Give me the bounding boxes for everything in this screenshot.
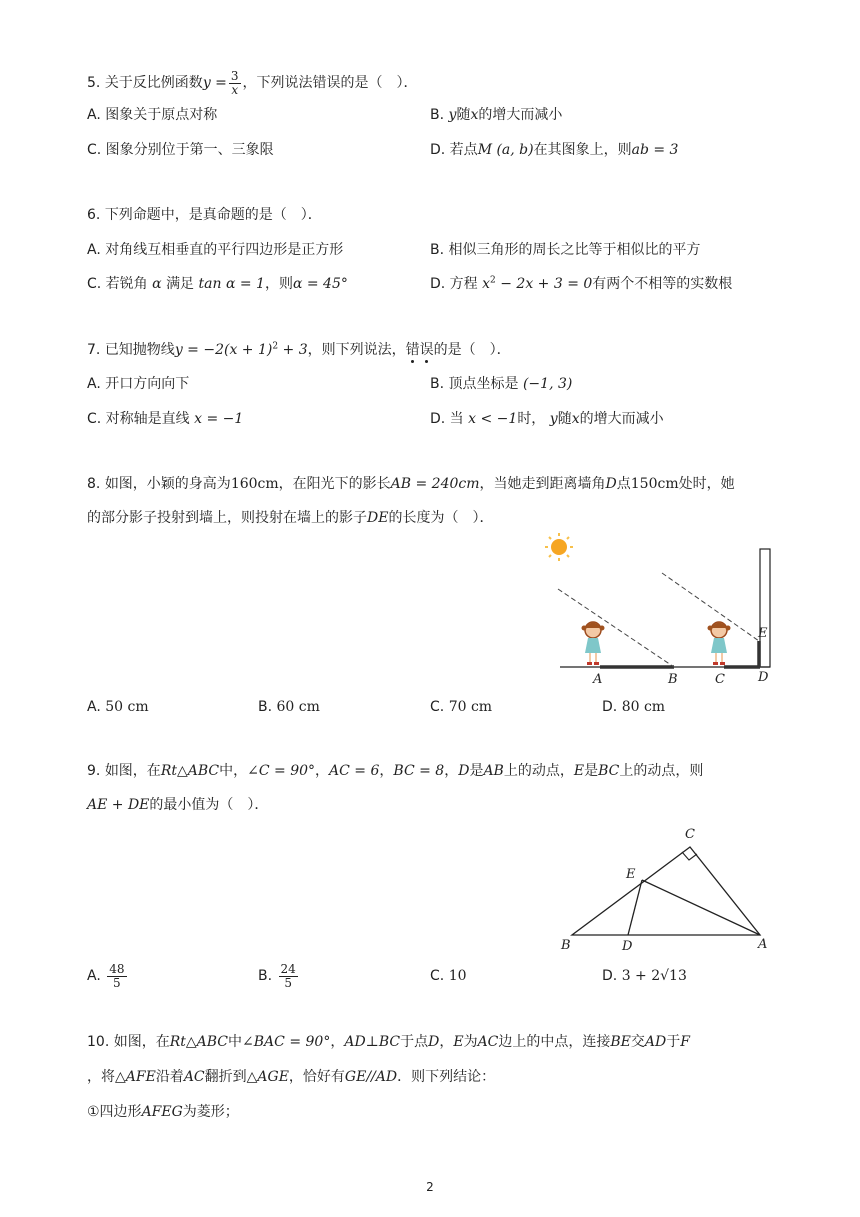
q7-opt-d-end: 的增大而减小 [579, 411, 664, 427]
q10-angle: ∠BAC = 90° [242, 1034, 331, 1050]
girl-figure-a [582, 622, 605, 665]
q7-opt-d-x: x [571, 411, 580, 427]
q5-opt-c-text: C. 图象分别位于第一、三象限 [87, 142, 274, 158]
q10-l2-c: 翻折到 [204, 1069, 247, 1085]
q10-be: BE [610, 1034, 631, 1050]
q9-ac: AC = 6 [329, 763, 380, 779]
q9-opt-a-den: 5 [113, 975, 121, 990]
q8-opt-a-label: A. [87, 699, 101, 715]
q7-eq-pre: y = −2(x + 1) [174, 342, 273, 358]
q5-opt-d-a: D. 若点 [430, 142, 478, 158]
q10-stem-line2 [87, 1067, 495, 1087]
q9-opt-a-num: 48 [109, 961, 125, 976]
q8-label-e: E [758, 626, 768, 641]
q6-opt-c-a: C. 若锐角 [87, 276, 148, 292]
q5-opt-b-end: 的增大而减小 [478, 107, 563, 123]
q6-option-c [87, 274, 348, 294]
q10-sep1: ， [330, 1034, 345, 1050]
q7-eq-post: + 3 [278, 342, 308, 358]
q9-opt-b-den: 5 [284, 975, 292, 990]
q10-l1-d: 为 [463, 1034, 478, 1050]
q8-label-a: A [593, 672, 603, 687]
q5-frac-num: 3 [230, 68, 239, 83]
q10-l1-f: 交 [630, 1034, 645, 1050]
q7-opt-b-point: (−1, 3) [522, 376, 573, 392]
q6-opt-c-c: ，则 [264, 276, 293, 292]
q5-stem [87, 66, 418, 100]
q9-label-e: E [626, 867, 636, 882]
q5-fraction [229, 70, 241, 97]
q6-eq-sup: 2 [490, 275, 496, 286]
q9-l1-e: 是 [584, 763, 599, 779]
q8-d: D [605, 476, 617, 492]
q9-label-c: C [685, 827, 695, 842]
q10-l1-g: 于 [666, 1034, 681, 1050]
q10-afe: △AFE [115, 1069, 156, 1085]
q6-opt-a-text: A. 对角线互相垂直的平行四边形是正方形 [87, 242, 344, 258]
q10-ac2: AC [183, 1069, 205, 1085]
q5-option-c [87, 140, 274, 160]
q8-option-c [430, 697, 492, 717]
q10-l2-e: ．则下列结论： [397, 1069, 496, 1085]
q9-e: E [573, 763, 585, 779]
q9-option-a [87, 957, 129, 995]
q8-dist: 150cm [630, 476, 679, 492]
q8-l2-b: 的长度为（ ）． [388, 510, 494, 526]
q8-l1-e: 处时，她 [678, 476, 735, 492]
q8-label-d: D [758, 670, 769, 685]
q6-stem-text: 下列命题中，是真命题的是（ ）． [104, 207, 322, 223]
sun-icon [545, 533, 573, 561]
q6-opt-d-equation [482, 276, 592, 292]
q5-opt-b-x: x [470, 107, 479, 123]
q10-number: 10. [87, 1034, 110, 1050]
q9-l1-a: 如图，在 [104, 763, 161, 779]
q9-opt-c-label: C. [430, 968, 445, 984]
q10-l1-b: 中 [228, 1034, 243, 1050]
q10-d: D [428, 1034, 440, 1050]
q8-ab: AB = 240cm [390, 476, 480, 492]
q10-stem-line1 [87, 1032, 690, 1052]
q9-l1-b: 中， [219, 763, 248, 779]
q7-emphasis-2: 误 [419, 342, 434, 358]
q7-stem-c: 的是（ ）． [433, 342, 511, 358]
q8-option-d [602, 697, 665, 717]
q9-opt-a-fraction [107, 963, 126, 990]
q8-l1-a: 如图，小颖的身高为 [104, 476, 231, 492]
q8-height: 160cm [230, 476, 279, 492]
q9-sep2: ， [379, 763, 394, 779]
q9-l1-c: 是 [469, 763, 484, 779]
q9-option-b [258, 957, 300, 995]
q8-option-b [258, 697, 320, 717]
q9-stem-line1 [87, 761, 703, 781]
q9-opt-b-num: 24 [280, 961, 296, 976]
q9-d: D [458, 763, 470, 779]
q10-l3-b: 为菱形； [182, 1104, 239, 1120]
q8-opt-d-value: 80 cm [621, 699, 666, 715]
q8-opt-d-label: D. [602, 699, 618, 715]
q10-l1-e: 边上的中点，连接 [498, 1034, 611, 1050]
q6-opt-c-b: 满足 [166, 276, 195, 292]
q5-frac-den: x [231, 82, 239, 97]
q9-tri: Rt△ABC [160, 763, 220, 779]
q5-opt-b-label: B. [430, 107, 445, 123]
q8-l2-a: 的部分影子投射到墙上，则投射在墙上的影子 [87, 510, 367, 526]
q7-emphasis-1: 错 [405, 342, 420, 358]
q8-number: 8. [87, 476, 101, 492]
q6-opt-d-a: D. 方程 [430, 276, 478, 292]
q8-label-b: B [668, 672, 678, 687]
q9-bc: BC = 8 [393, 763, 445, 779]
q9-opt-b-label: B. [258, 968, 273, 984]
q9-label-d: D [622, 939, 633, 954]
q9-l2: 的最小值为（ ）． [149, 797, 269, 813]
q7-opt-c-eq: x = −1 [194, 411, 244, 427]
q10-sep2: ， [439, 1034, 454, 1050]
q6-option-a [87, 240, 343, 260]
q9-bc2: BC [598, 763, 620, 779]
q10-f: F [680, 1034, 690, 1050]
q6-opt-c-eq: α = 45° [292, 276, 348, 292]
q8-opt-c-label: C. [430, 699, 445, 715]
q8-figure [540, 533, 780, 693]
q6-opt-d-b: 有两个不相等的实数根 [592, 276, 733, 292]
q7-option-c [87, 409, 243, 429]
q5-opt-b-y: y [448, 107, 457, 123]
q7-opt-d-mid: 随 [557, 411, 572, 427]
q10-l2-b: 沿着 [155, 1069, 184, 1085]
q10-tri: Rt△ABC [169, 1034, 229, 1050]
q8-opt-a-value: 50 cm [105, 699, 149, 715]
q5-opt-d-eq: ab = 3 [631, 142, 679, 158]
girl-figure-c [708, 622, 731, 665]
q8-l1-c: ，当她走到距离墙角 [479, 476, 606, 492]
q7-option-d [430, 409, 664, 429]
q10-l2-d: ，恰好有 [288, 1069, 345, 1085]
q6-stem [87, 205, 322, 225]
q6-number: 6. [87, 207, 101, 223]
q10-l2-a: ，将 [87, 1069, 115, 1085]
q10-stem-line3 [87, 1102, 239, 1122]
q7-option-a [87, 374, 189, 394]
q10-l1-c: 于点 [400, 1034, 429, 1050]
q8-l1-d: 点 [616, 476, 631, 492]
q7-opt-d-b: 时， [517, 411, 546, 427]
q10-ad: AD [644, 1034, 667, 1050]
q9-opt-d-label: D. [602, 968, 618, 984]
q8-stem-line1 [87, 474, 735, 494]
q9-sum: AE + DE [87, 797, 150, 813]
q7-opt-b-a: B. 顶点坐标是 [430, 376, 519, 392]
wall [760, 549, 770, 667]
ray-1 [558, 589, 674, 667]
q8-de: DE [367, 510, 389, 526]
page-number: 2 [426, 1180, 434, 1194]
q6-opt-c-tan: tan α = 1 [198, 276, 265, 292]
q10-perp: AD⊥BC [344, 1034, 401, 1050]
q7-stem-a: 已知抛物线 [104, 342, 175, 358]
q6-option-b [430, 240, 701, 260]
q9-stem-line2 [87, 795, 268, 815]
q9-opt-c-value: 10 [448, 968, 467, 984]
q6-eq-rest: − 2x + 3 = 0 [495, 276, 593, 292]
q9-ab: AB [483, 763, 504, 779]
q9-opt-d-value: 3 + 2√13 [621, 968, 687, 984]
q8-opt-b-value: 60 cm [276, 699, 320, 715]
q7-opt-d-a: D. 当 [430, 411, 464, 427]
q10-par: GE//AD [344, 1069, 398, 1085]
q9-angle: ∠C = 90° [247, 763, 316, 779]
q10-l1-a: 如图，在 [113, 1034, 170, 1050]
q7-stem [87, 340, 511, 360]
q9-option-c [430, 957, 467, 995]
q9-figure [555, 822, 780, 957]
q9-l1-d: 上的动点， [503, 763, 574, 779]
q7-opt-c-a: C. 对称轴是直线 [87, 411, 190, 427]
q9-number: 9. [87, 763, 101, 779]
q9-label-a: A [758, 937, 768, 952]
q5-opt-d-point: M (a, b) [477, 142, 534, 158]
q7-stem-b: ，则下列说法， [307, 342, 406, 358]
q8-stem-line2 [87, 508, 493, 528]
q7-eq-sup: 2 [272, 341, 279, 352]
q9-l1-f: 上的动点，则 [619, 763, 704, 779]
q9-opt-a-label: A. [87, 968, 101, 984]
q6-option-d [430, 274, 732, 294]
q7-number: 7. [87, 342, 101, 358]
q10-afeg: AFEG [141, 1104, 183, 1120]
q7-opt-d-ineq: x < −1 [468, 411, 518, 427]
q10-ac: AC [477, 1034, 499, 1050]
q9-segment-ae [642, 880, 760, 935]
q7-option-b [430, 374, 572, 394]
q9-sep1: ， [315, 763, 330, 779]
q7-opt-a-text: A. 开口方向向下 [87, 376, 190, 392]
q9-sep3: ， [444, 763, 459, 779]
q10-age: △AGE [246, 1069, 289, 1085]
q5-opt-d-b: 在其图象上，则 [533, 142, 632, 158]
q6-eq-x: x [482, 276, 491, 292]
q9-option-d [602, 957, 687, 995]
q7-equation [175, 342, 308, 358]
q6-opt-b-text: B. 相似三角形的周长之比等于相似比的平方 [430, 242, 701, 258]
q10-l3-a: ①四边形 [87, 1104, 142, 1120]
q8-label-c: C [715, 672, 725, 687]
q6-opt-c-alpha: α [152, 276, 162, 292]
q5-func: y = [202, 75, 227, 91]
q8-opt-b-label: B. [258, 699, 273, 715]
q8-option-a [87, 697, 149, 717]
q5-number: 5. [87, 75, 101, 91]
q10-e: E [453, 1034, 464, 1050]
q9-opt-b-fraction [279, 963, 298, 990]
q7-opt-d-y: y [549, 411, 558, 427]
q8-opt-c-value: 70 cm [448, 699, 493, 715]
q5-option-a [87, 105, 217, 125]
q5-option-d [430, 140, 678, 160]
q5-opt-b-mid: 随 [456, 107, 471, 123]
q5-stem-end: ，下列说法错误的是（ ）． [242, 75, 418, 91]
q5-option-b [430, 105, 562, 125]
q5-stem-text: 关于反比例函数 [104, 75, 203, 91]
q9-label-b: B [561, 938, 571, 953]
q8-l1-b: ，在阳光下的影长 [278, 476, 391, 492]
q5-opt-a-text: A. 图象关于原点对称 [87, 107, 218, 123]
